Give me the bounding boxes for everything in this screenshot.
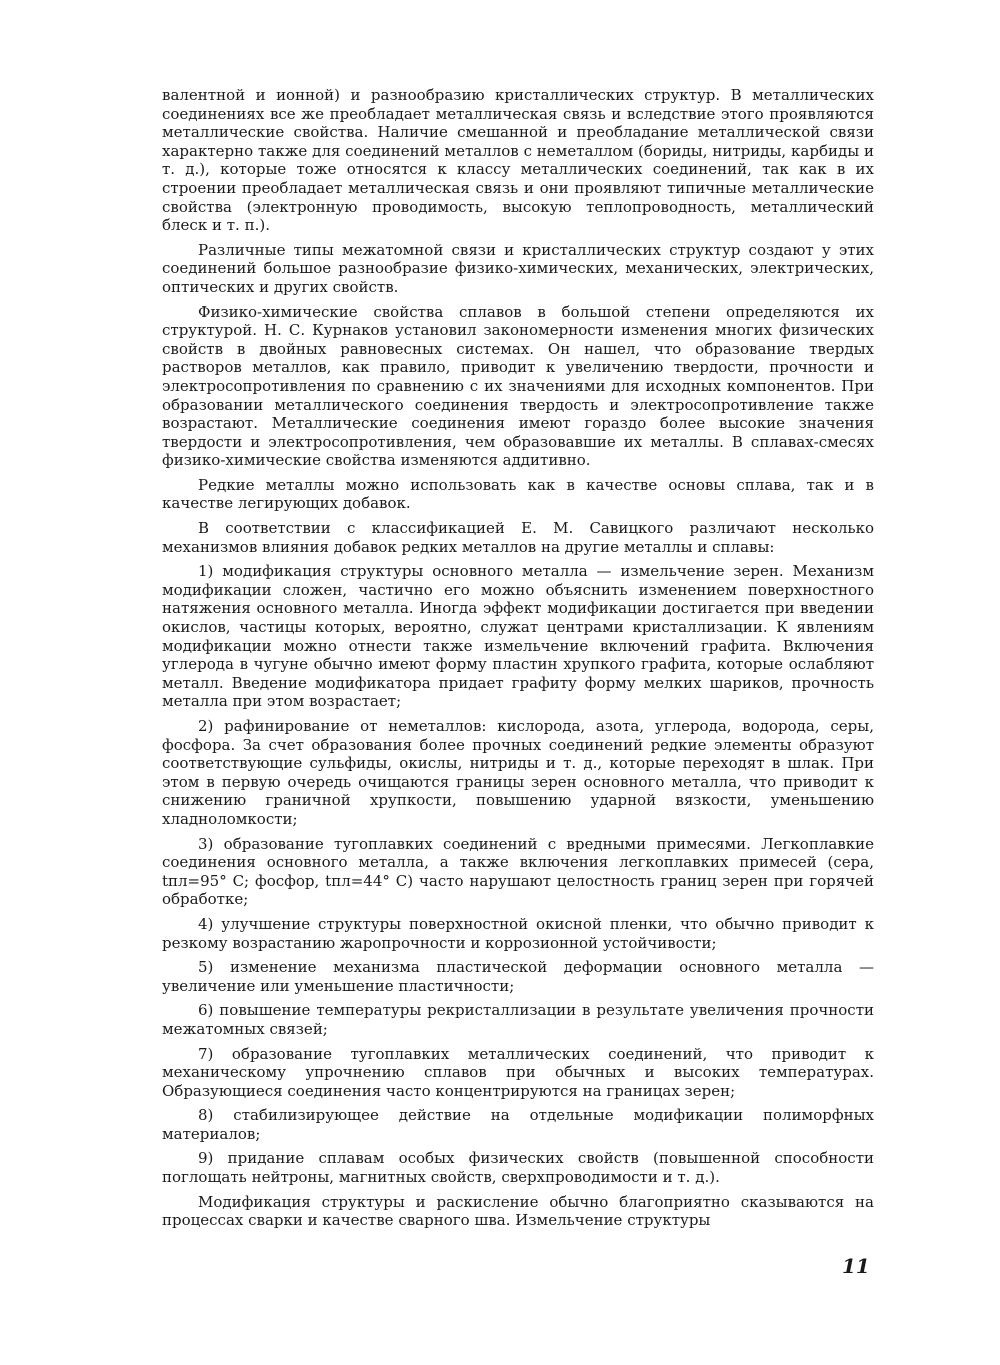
paragraph-3: Физико-химические свойства сплавов в большой степени определяются их структурой. Н. С. Курнаков установил закономерности изменения многих физических свойств в двойных равновесных системах. Он нашел, что образование твердых растворов металлов, как правило, приводит к увеличению твердости, прочности и электросопротивления по сравнению с их значениями для исходных компонентов. При образовании металлического соединения твердость и электросопротивление также возрастают. Металлические соединения имеют гораздо более высокие значения твердости и электросопротивления, чем образовавшие их металлы. В сплавах-смесях физико-химические свойства изменяются аддитивно. — [162, 302, 874, 470]
list-item-2: 2) рафинирование от неметаллов: кислорода, азота, углерода, водорода, серы, фосфора. За счет образования более прочных соединений редкие элементы образуют соответствующие сульфиды, окислы, нитриды и т. д., которые переходят в шлак. При этом в первую очередь очищаются границы зерен основного металла, что приводит к снижению граничной хрупкости, повышению ударной вязкости, уменьшению хладноломкости; — [162, 717, 874, 828]
list-item-6: 6) повышение температуры рекристаллизации в результате увеличения прочности межатомных связей; — [162, 1001, 874, 1038]
paragraph-2: Различные типы межатомной связи и кристаллических структур создают у этих соединений большое разнообразие физико-химических, механических, электрических, оптических и других свойств. — [162, 240, 874, 296]
list-item-4: 4) улучшение структуры поверхностной окисной пленки, что обычно приводит к резкому возрастанию жаропрочности и коррозионной устойчивости; — [162, 914, 874, 952]
list-item-8: 8) стабилизирующее действие на отдельные модификации полиморфных материалов; — [162, 1106, 874, 1143]
paragraph-last: Модификация структуры и раскисление обычно благоприятно сказываются на процессах сварки и качестве сварного шва. Измельчение структуры — [162, 1192, 874, 1230]
list-item-7: 7) образование тугоплавких металлических соединений, что приводит к механическому упрочнению сплавов при обычных и высоких температурах. Образующиеся соединения часто концентрируются на границах зерен; — [162, 1044, 874, 1100]
page-number: 11 — [842, 1254, 870, 1278]
list-item-5: 5) изменение механизма пластической деформации основного металла — увеличение или уменьшение пластичности; — [162, 958, 874, 995]
paragraph-1: валентной и ионной) и разнообразию кристаллических структур. В металлических соединениях все же преобладает металлическая связь и вследствие этого проявляются металлические свойства. Наличие смешанной и преобладание металлической связи характерно также для соединений металлов с неметаллом (бориды, нитриды, карбиды и т. д.), которые тоже относятся к классу металлических соединений, так как в их строении преобладает металлическая связь и они проявляют типичные металлические свойства (электронную проводимость, высокую теплопроводность, металлический блеск и т. п.). — [162, 86, 874, 235]
page-body — [162, 86, 874, 1236]
list-item-1: 1) модификация структуры основного металла — измельчение зерен. Механизм модификации сложен, частично его можно объяснить изменением поверхностного натяжения основного металла. Иногда эффект модификации достигается при введении окислов, частицы которых, вероятно, служат центрами кристаллизации. К явлениям модификации можно отнести также измельчение включений графита. Включения углерода в чугуне обычно имеют форму пластин хрупкого графита, которые ослабляют металл. Введение модификатора придает графиту форму мелких шариков, прочность металла при этом возрастает; — [162, 562, 874, 711]
list-item-9: 9) придание сплавам особых физических свойств (повышенной способности поглощать нейтроны, магнитных свойств, сверхпроводимости и т. д.). — [162, 1149, 874, 1187]
paragraph-5: В соответствии с классификацией Е. М. Савицкого различают несколько механизмов влияния добавок редких металлов на другие металлы и сплавы: — [162, 519, 874, 556]
paragraph-4: Редкие металлы можно использовать как в качестве основы сплава, так и в качестве легирующих добавок. — [162, 475, 874, 513]
list-item-3: 3) образование тугоплавких соединений с вредными примесями. Легкоплавкие соединения основного металла, а также включения легкоплавких примесей (сера, tпл=95° С; фосфор, tпл=44° С) часто нарушают целостность границ зерен при горячей обработке; — [162, 834, 874, 909]
